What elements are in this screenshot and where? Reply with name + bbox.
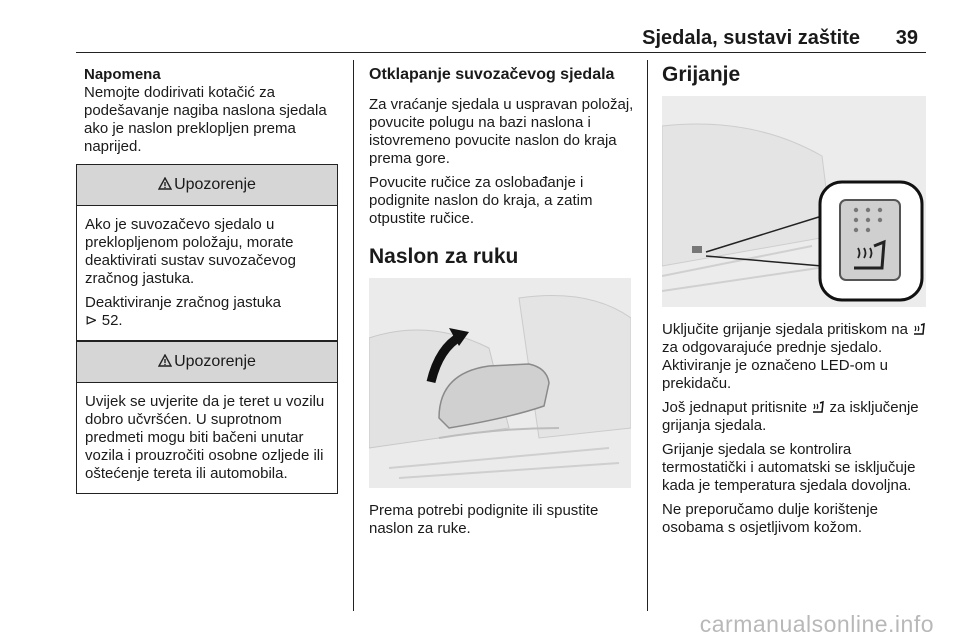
warning-ref-text: Deaktiviranje zračnog jastuka ⊳ 52. xyxy=(85,294,281,329)
warning-triangle-icon xyxy=(158,353,172,371)
heating-text-2: Još jednaput pritisnite za isključenje grijanja sjedala. xyxy=(662,399,919,434)
armrest-heading: Naslon za ruku xyxy=(369,245,519,268)
watermark: carmanualsonline.info xyxy=(699,611,934,637)
warning-text: Ako je suvozačevo sjedalo u preklopljenom položaju, morate deaktivirati sustav suvozačevog zračnog jastuka. xyxy=(85,216,296,287)
seat-heating-illustration xyxy=(662,96,926,307)
warning-title: Upozorenje xyxy=(174,353,256,370)
seat-heating-icon xyxy=(811,400,825,414)
page-number: 39 xyxy=(895,27,918,49)
unlock-text-1: Za vraćanje sjedala u uspravan položaj, povucite polugu na bazi naslona i istovremeno povucite naslon do kraja prema gore. xyxy=(369,96,634,167)
warning-header xyxy=(77,165,337,206)
armrest-caption: Prema potrebi podignite ili spustite naslon za ruke. xyxy=(369,502,599,537)
note-title: Napomena xyxy=(84,66,161,83)
warning-header xyxy=(77,342,337,383)
warning-title: Upozorenje xyxy=(174,176,256,193)
heating-heading: Grijanje xyxy=(662,63,741,86)
column-middle xyxy=(369,66,635,544)
note-text: Nemojte dodirivati kotačić za podešavanje nagiba naslona sjedala ako je naslon preklopljen prema naprijed. xyxy=(84,84,327,155)
unlock-heading: Otklapanje suvozačevog sjedala xyxy=(369,66,615,83)
warning-text: Uvijek se uvjerite da je teret u vozilu dobro učvršćen. U suprotnom predmeti mogu biti bačeni unutar vozila i prouzročiti osobne ozljede ili oštećenje tereta ili automobila. xyxy=(85,393,325,482)
column-divider-1 xyxy=(353,60,354,611)
heating-text-1: Uključite grijanje sjedala pritiskom na za odgovarajuće prednje sjedalo. Aktiviranje je označeno LED-om u prekidaču. xyxy=(662,321,928,393)
seat-heating-icon xyxy=(912,322,926,336)
header-divider xyxy=(76,52,926,53)
warning-box-1 xyxy=(76,164,338,349)
warning-triangle-icon xyxy=(158,176,172,194)
column-right xyxy=(662,63,928,543)
page-ref[interactable]: 52. xyxy=(101,312,123,329)
heating-text-4: Ne preporučamo dulje korištenje osobama s osjetljivom kožom. xyxy=(662,501,878,536)
column-divider-2 xyxy=(647,60,648,611)
unlock-text-2: Povucite ručice za oslobađanje i podignite naslon do kraja, a zatim otpustite ručice. xyxy=(369,174,593,227)
page-ref-arrow-icon: ⊳ xyxy=(85,312,98,329)
column-left xyxy=(84,66,338,170)
heating-text-3: Grijanje sjedala se kontrolira termostatički i automatski se isključuje kada je temperatura sjedala dovoljna. xyxy=(662,441,916,494)
section-title: Sjedala, sustavi zaštite xyxy=(642,27,860,49)
warning-box-2 xyxy=(76,341,338,502)
armrest-illustration xyxy=(369,278,631,488)
